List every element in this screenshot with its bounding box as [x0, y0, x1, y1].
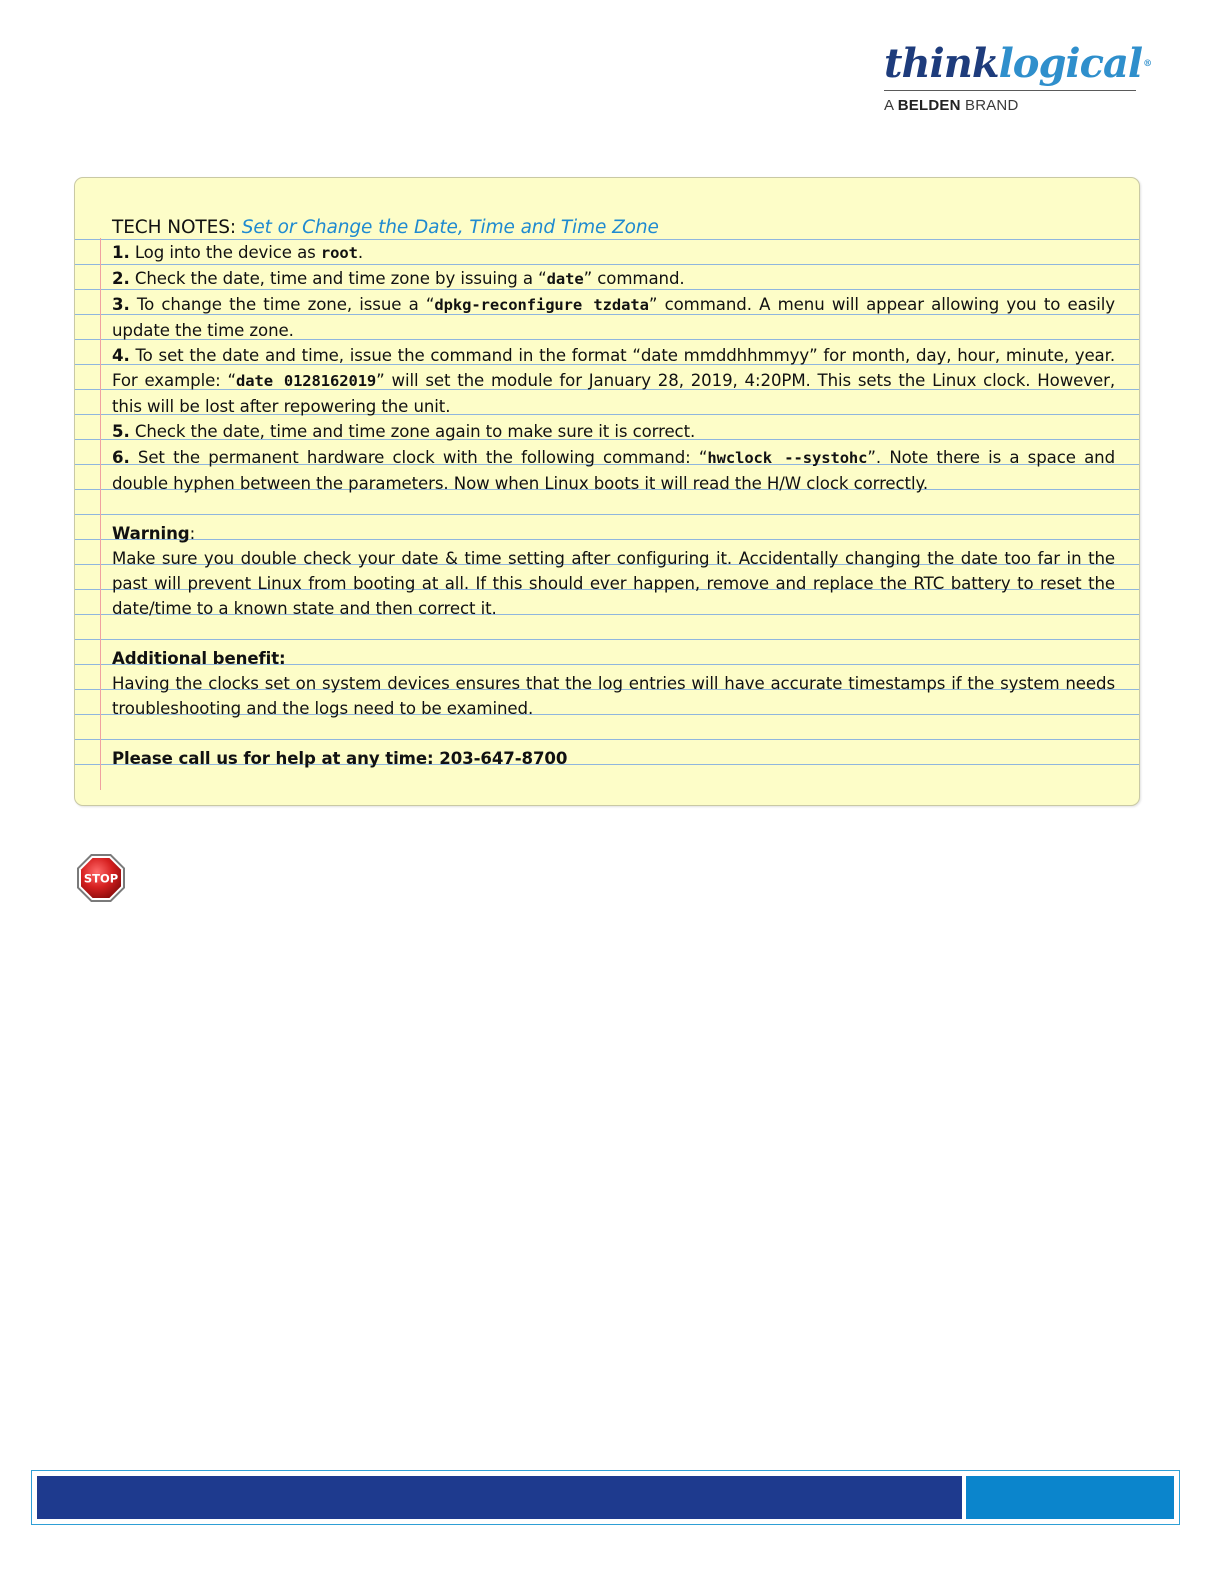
step-text-after: . — [357, 243, 364, 262]
logo-tagline-suffix: BRAND — [960, 97, 1019, 114]
step-text-after: ”. Note there is a space and double hyphen between the parameters. Now when Linux boots it will read the H/W clock correctly. — [112, 448, 1115, 493]
step-text: Check the date, time and time zone again to make sure it is correct. — [129, 422, 696, 441]
spacer — [112, 621, 1115, 646]
step-number: 1. — [112, 243, 130, 262]
note-step — [112, 266, 1115, 292]
note-step — [112, 343, 1115, 419]
logo-word-think: think — [884, 40, 999, 87]
stop-sign-label: STOP — [83, 871, 119, 886]
step-command: dpkg-reconfigure tzdata — [434, 296, 649, 314]
brand-logo — [884, 40, 1152, 114]
step-command: hwclock --systohc — [707, 449, 868, 467]
step-text: Set the permanent hardware clock with the following command: “ — [129, 448, 708, 467]
step-number: 2. — [112, 269, 130, 288]
step-text-after: ” command. — [583, 269, 685, 288]
step-command: root — [320, 244, 358, 262]
logo-wordmark — [884, 40, 1152, 88]
logo-word-logical: logical — [998, 40, 1143, 87]
note-step — [112, 445, 1115, 496]
note-title — [112, 215, 1115, 240]
note-margin-line — [100, 238, 101, 790]
spacer — [112, 496, 1115, 521]
note-title-subject: Set or Change the Date, Time and Time Zone — [241, 217, 659, 238]
stop-sign-icon — [75, 852, 127, 904]
step-text-after: ” command. A menu will appear allowing you to easily update the time zone. — [112, 295, 1115, 340]
step-command: date 0128162019 — [236, 372, 377, 390]
contact-line: Please call us for help at any time: 203-647-8700 — [112, 749, 568, 768]
step-text: Check the date, time and time zone by issuing a “ — [129, 269, 547, 288]
note-title-prefix: TECH NOTES: — [112, 217, 236, 238]
warning-heading-text: Warning — [112, 524, 190, 543]
note-step — [112, 292, 1115, 343]
footer-bar-right — [966, 1476, 1174, 1519]
registered-mark: ® — [1143, 59, 1152, 69]
step-number: 5. — [112, 422, 130, 441]
step-text: To change the time zone, issue a “ — [129, 295, 435, 314]
step-text: Log into the device as — [129, 243, 321, 262]
step-number: 3. — [112, 295, 130, 314]
note-content — [112, 215, 1115, 771]
step-number: 4. — [112, 346, 130, 365]
logo-divider — [884, 90, 1136, 91]
tech-note-card — [74, 177, 1140, 806]
warning-heading — [112, 521, 1115, 546]
benefit-heading: Additional benefit: — [112, 649, 286, 668]
page-footer — [31, 1470, 1180, 1525]
note-step — [112, 419, 1115, 445]
warning-heading-colon: : — [189, 524, 196, 543]
logo-tagline — [884, 97, 1140, 114]
footer-bar-left — [37, 1476, 962, 1519]
step-text-after: ” will set the module for January 28, 2019, 4:20PM. This sets the Linux clock. However, this will be lost after repowering the unit. — [112, 371, 1116, 416]
step-text: To set the date and time, issue the command in the format “date mmddhhmmyy” for month, day, hour, minute, year. For example: “ — [112, 346, 1115, 390]
benefit-text: Having the clocks set on system devices ensures that the log entries will have accurate timestamps if the system needs troubleshooting and the logs need to be examined. — [112, 674, 1115, 718]
warning-text: Make sure you double check your date & time setting after configuring it. Accidentally changing the date too far in the past will prevent Linux from booting at all. If this should ever happen, remove and replace the RTC battery to reset the date/time to a known state and then correct it. — [112, 549, 1115, 618]
step-command: date — [546, 270, 584, 288]
logo-tagline-prefix: A — [884, 97, 898, 114]
spacer — [112, 721, 1115, 746]
step-number: 6. — [112, 448, 130, 467]
note-step — [112, 240, 1115, 266]
logo-tagline-brand: BELDEN — [897, 97, 961, 114]
